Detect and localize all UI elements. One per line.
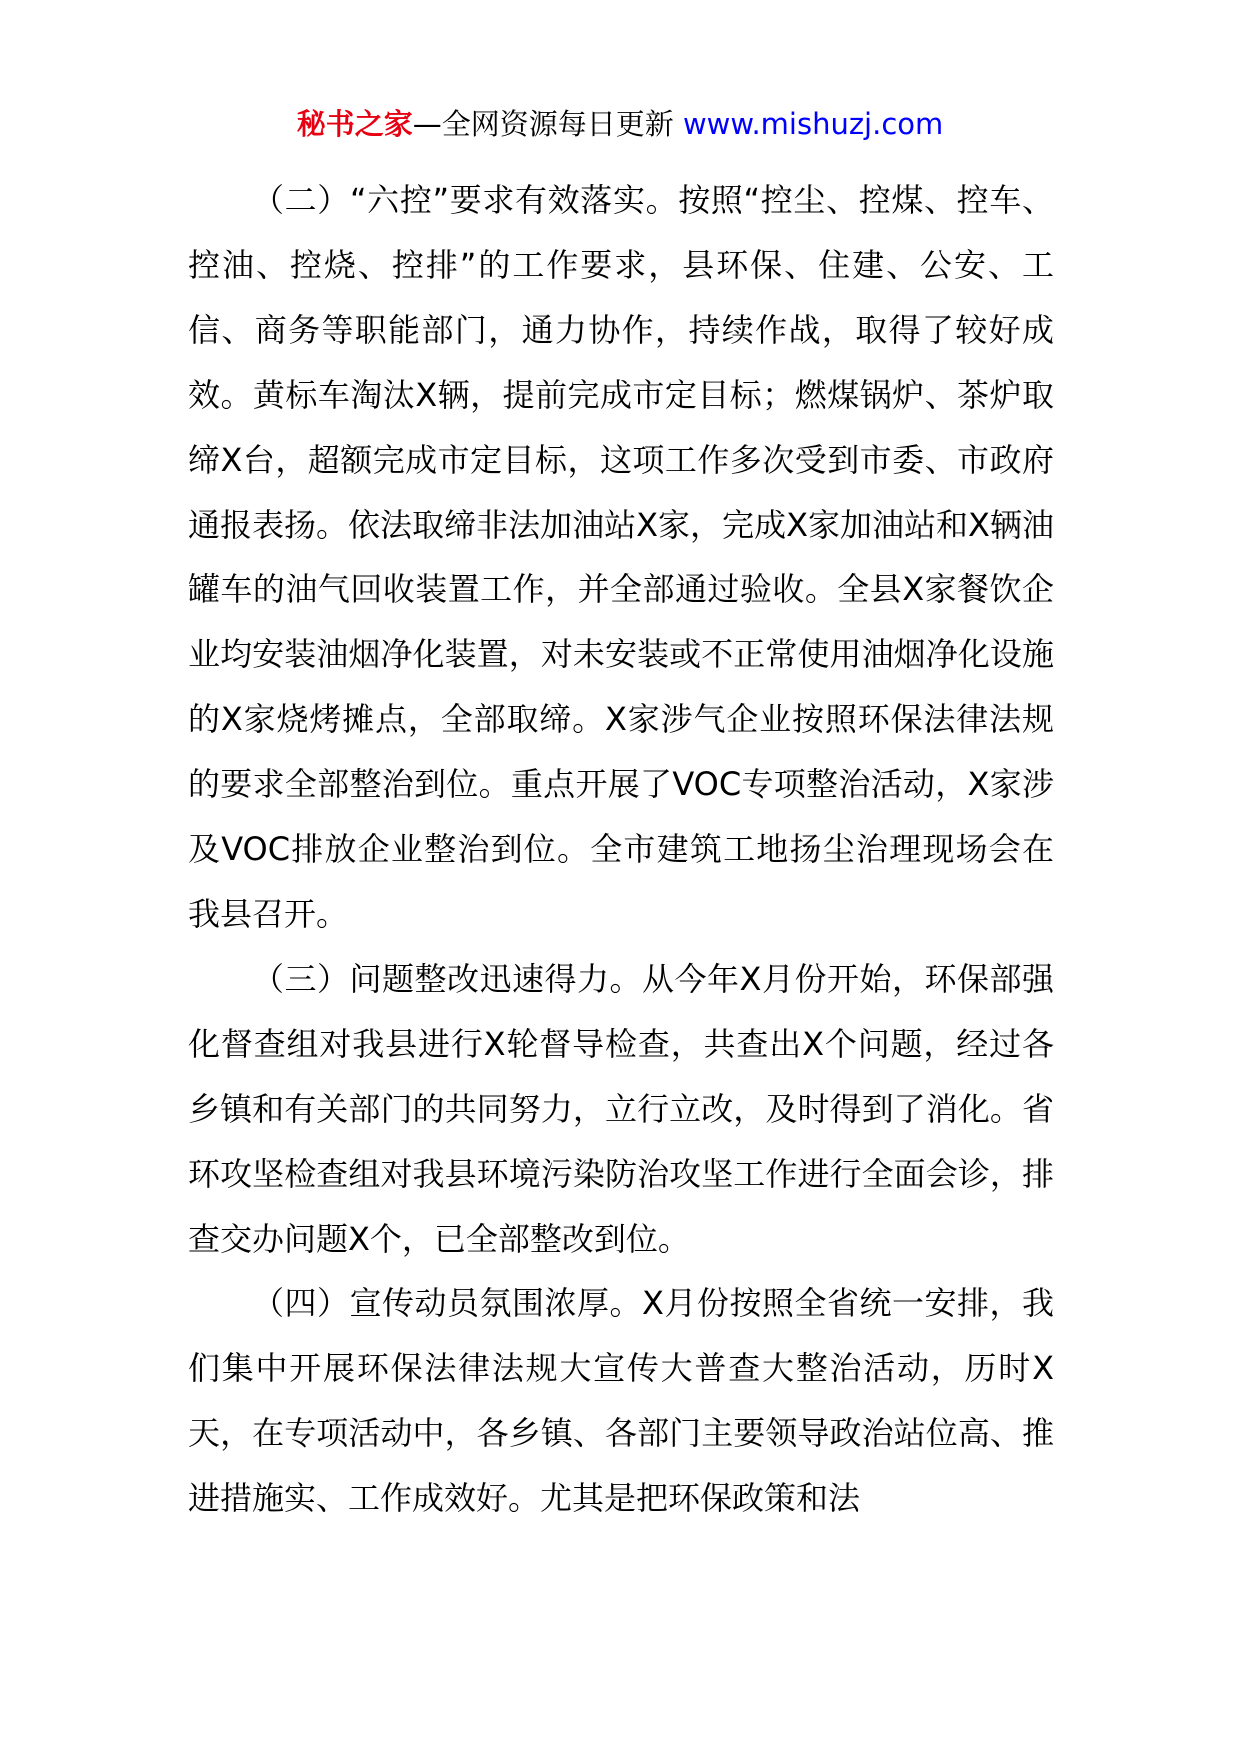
paragraph-six-controls: （二）“六控”要求有效落实。按照“控尘、控煤、控车、控油、控烧、控排”的工作要求，县环保、住建、公安、工信、商务等职能部门，通力协作，持续作战，取得了较好成效。黄标车淘汰X辆，提前完成市定目标；燃煤锅炉、茶炉取缔X台，超额完成市定目标，这项工作多次受到市委、市政府通报表扬。依法取缔非法加油站X家，完成X家加油站和X辆油罐车的油气回收装置工作，并全部通过验收。全县X家餐饮企业均安装油烟净化装置，对未安装或不正常使用油烟净化设施的X家烧烤摊点，全部取缔。X家涉气企业按照环保法律法规的要求全部整治到位。重点开展了VOC专项整治活动，X家涉及VOC排放企业整治到位。全市建筑工地扬尘治理现场会在我县召开。 [188, 181, 1054, 933]
site-url-link[interactable]: www.mishuzj.com [682, 107, 944, 141]
header-slogan: —全网资源每日更新 [412, 107, 683, 141]
document-body [188, 168, 1054, 1531]
site-header [0, 104, 1240, 144]
brand-name: 秘书之家 [296, 107, 413, 141]
paragraph-publicity: （四）宣传动员氛围浓厚。X月份按照全省统一安排，我们集中开展环保法律法规大宣传大普查大整治活动，历时X天，在专项活动中，各乡镇、各部门主要领导政治站位高、推进措施实、工作成效好。尤其是把环保政策和法 [188, 1284, 1054, 1518]
paragraph-rectification: （三）问题整改迅速得力。从今年X月份开始，环保部强化督查组对我县进行X轮督导检查，共查出X个问题，经过各乡镇和有关部门的共同努力，立行立改，及时得到了消化。省环攻坚检查组对我县环境污染防治攻坚工作进行全面会诊，排查交办问题X个，已全部整改到位。 [188, 959, 1054, 1258]
